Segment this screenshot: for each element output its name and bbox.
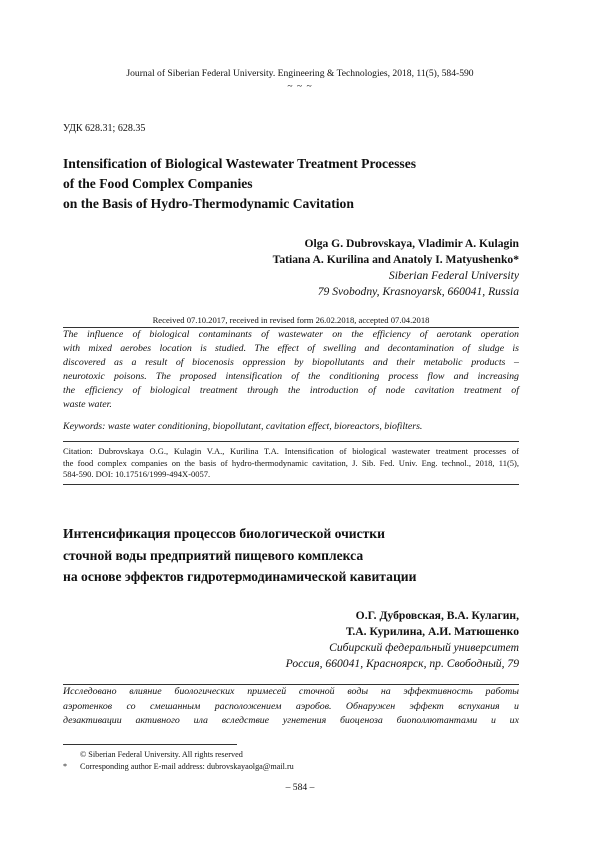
- citation: [63, 446, 519, 481]
- ru-title-line: Интенсификация процессов биологической очистки: [63, 526, 385, 541]
- author-line: Tatiana A. Kurilina and Anatoly I. Matyushenko*: [272, 253, 519, 266]
- citation-line: Citation: Dubrovskaya O.G., Kulagin V.A., Kurilina T.A. Intensification of biological wastewater treatment processes of: [63, 446, 519, 456]
- ru-author-line: О.Г. Дубровская, В.А. Кулагин,: [355, 609, 519, 622]
- ru-affiliation-line: Сибирский федеральный университет: [329, 641, 519, 654]
- udk-code: УДК 628.31; 628.35: [63, 123, 146, 134]
- footnotes: [63, 749, 294, 772]
- footnote-mark: [63, 749, 80, 761]
- journal-header: Journal of Siberian Federal University. Engineering & Technologies, 2018, 11(5), 584-590: [126, 68, 474, 79]
- title-line: Intensification of Biological Wastewater Treatment Processes: [63, 156, 417, 171]
- title-line: on the Basis of Hydro-Thermodynamic Cavitation: [63, 196, 354, 211]
- footnote: [63, 749, 294, 761]
- header-ornament: ~ ~ ~: [287, 81, 313, 92]
- affiliation: [318, 268, 519, 300]
- ru-affiliation-line: Россия, 660041, Красноярск, пр. Свободный, 79: [285, 657, 519, 670]
- article-title: [63, 154, 416, 214]
- abstract-line: the efficiency of biological treatment through the introduction of node cavitation treatment of: [63, 385, 519, 396]
- title-line: of the Food Complex Companies: [63, 176, 253, 191]
- footnote-mark: *: [63, 761, 68, 771]
- russian-title: [63, 523, 416, 588]
- affiliation-line: Siberian Federal University: [388, 269, 519, 282]
- citation-top-rule: [63, 441, 519, 442]
- citation-line: 584-590. DOI: 10.17516/1999-494X-0057.: [63, 469, 211, 479]
- abstract-line: waste water.: [63, 399, 112, 410]
- ru-author-line: Т.А. Курилина, А.И. Матюшенко: [345, 625, 519, 638]
- abstract-line: discovered as a result of biocenosis oppression by biopollutants and their metabolic products –: [63, 357, 519, 368]
- received-dates: Received 07.10.2017, received in revised form 26.02.2018, accepted 07.04.2018: [152, 315, 430, 325]
- footnote: [63, 761, 294, 773]
- citation-line: the food complex companies on the basis of hydro-thermodynamic cavitation, J. Sib. Fed. Univ. Eng. technol., 2018, 11(5),: [63, 457, 519, 468]
- abstract-line: neurotoxic poisons. The proposed intensification of the conditioning process flow and increasing: [63, 371, 519, 382]
- keywords: Keywords: waste water conditioning, biopollutant, cavitation effect, bioreactors, biofilters.: [63, 421, 423, 432]
- footnote-text: Corresponding author E-mail address: dubrovskayaolga@mail.ru: [80, 761, 294, 771]
- abstract-line: The influence of biological contaminants of wastewater on the efficiency of aerotank operation: [63, 329, 519, 340]
- russian-author-list: [346, 608, 519, 640]
- abstract-line: with mixed aerobes location is studied. The effect of swelling and decontamination of sludge is: [63, 343, 519, 354]
- footnote-text: © Siberian Federal University. All rights reserved: [80, 750, 243, 759]
- ru-title-line: сточной воды предприятий пищевого комплекса: [63, 547, 364, 563]
- footnote-rule: [63, 744, 237, 745]
- russian-abstract: [63, 685, 519, 729]
- citation-bottom-rule: [63, 484, 519, 485]
- ru-abstract-line: аэротенков со смешанным расположением аэробов. Обнаружен эффект вспухания и: [63, 700, 519, 712]
- russian-affiliation: [286, 640, 519, 672]
- page-number: – 584 –: [285, 782, 315, 793]
- ru-title-line: на основе эффектов гидротермодинамической кавитации: [63, 569, 417, 584]
- abstract: [63, 328, 519, 412]
- author-list: [273, 236, 519, 268]
- ru-abstract-line: дезактивации активного ила вследствие угнетения биоценоза биополлютантами и их: [63, 715, 519, 726]
- ru-abstract-line: Исследовано влияние биологических примесей сточной воды на эффективность работы: [63, 686, 519, 697]
- affiliation-line: 79 Svobodny, Krasnoyarsk, 660041, Russia: [317, 285, 519, 298]
- author-line: Olga G. Dubrovskaya, Vladimir A. Kulagin: [304, 237, 519, 250]
